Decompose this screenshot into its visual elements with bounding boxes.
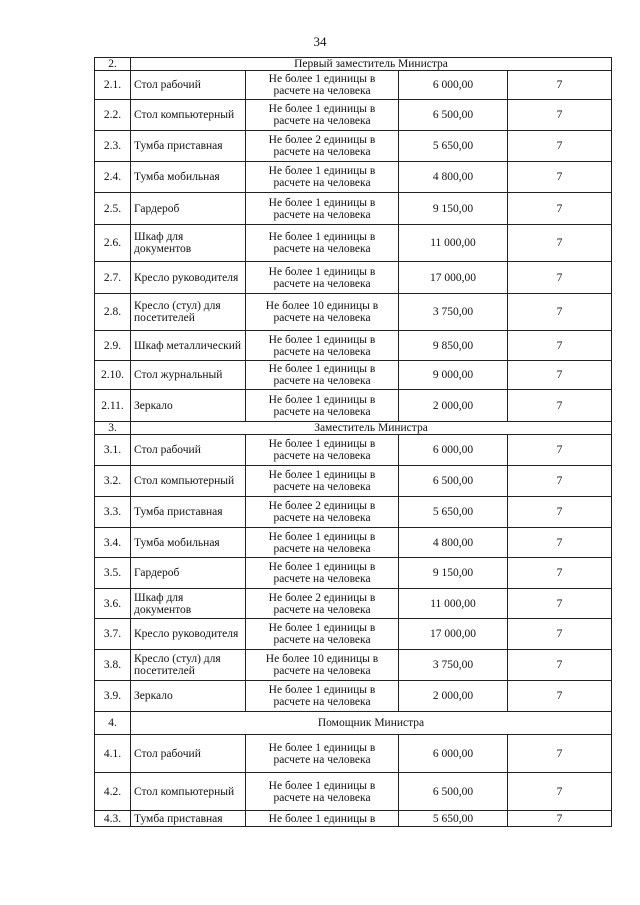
item-price: 2 000,00 [399,681,508,712]
item-number: 4.2. [95,773,131,811]
item-number: 2.5. [95,193,131,225]
section-row [95,712,612,735]
item-service-years: 7 [508,773,612,811]
item-number: 3.6. [95,589,131,619]
item-norm: Не более 1 единицы в расчете на человека [246,193,399,225]
item-norm: Не более 1 единицы в расчете на человека [246,735,399,773]
table-row [95,735,612,773]
item-price: 6 000,00 [399,435,508,466]
table-row [95,497,612,528]
item-name: Стол рабочий [131,735,246,773]
item-name: Стол компьютерный [131,100,246,131]
item-price: 9 850,00 [399,331,508,361]
table-row [95,262,612,294]
item-service-years: 7 [508,619,612,650]
item-norm: Не более 1 единицы в расчете на человека [246,71,399,100]
item-service-years: 7 [508,528,612,558]
item-number: 3.4. [95,528,131,558]
item-price: 3 750,00 [399,650,508,681]
item-name: Тумба приставная [131,131,246,162]
section-number: 4. [95,712,131,735]
item-name: Стол рабочий [131,71,246,100]
table-row [95,71,612,100]
item-price: 5 650,00 [399,497,508,528]
item-service-years: 7 [508,225,612,262]
item-norm: Не более 2 единицы в расчете на человека [246,497,399,528]
item-norm: Не более 2 единицы в расчете на человека [246,131,399,162]
item-service-years: 7 [508,558,612,589]
item-norm: Не более 1 единицы в расчете на человека [246,162,399,193]
item-name: Кресло (стул) для посетителей [131,650,246,681]
item-price: 5 650,00 [399,811,508,827]
item-price: 2 000,00 [399,390,508,422]
item-number: 2.3. [95,131,131,162]
table-row [95,435,612,466]
section-title: Заместитель Министра [131,422,612,435]
item-name: Стол компьютерный [131,466,246,497]
table-row [95,589,612,619]
item-service-years: 7 [508,735,612,773]
item-name: Тумба приставная [131,497,246,528]
table-row [95,619,612,650]
section-title: Первый заместитель Министра [131,58,612,71]
item-number: 2.9. [95,331,131,361]
page-number: 34 [313,34,327,49]
item-service-years: 7 [508,361,612,390]
item-service-years: 7 [508,435,612,466]
item-number: 2.7. [95,262,131,294]
table-row [95,162,612,193]
item-name: Зеркало [131,681,246,712]
item-name: Стол журнальный [131,361,246,390]
item-number: 4.1. [95,735,131,773]
item-norm: Не более 1 единицы в расчете на человека [246,773,399,811]
item-service-years: 7 [508,681,612,712]
item-number: 3.1. [95,435,131,466]
item-name: Кресло руководителя [131,619,246,650]
item-price: 6 500,00 [399,466,508,497]
item-price: 3 750,00 [399,294,508,331]
section-title: Помощник Министра [131,712,612,735]
item-number: 2.11. [95,390,131,422]
item-norm: Не более 1 единицы в расчете на человека [246,390,399,422]
item-service-years: 7 [508,100,612,131]
item-norm: Не более 1 единицы в расчете на человека [246,681,399,712]
section-number: 3. [95,422,131,435]
item-price: 9 150,00 [399,558,508,589]
item-price: 6 500,00 [399,773,508,811]
item-price: 17 000,00 [399,262,508,294]
item-service-years: 7 [508,497,612,528]
item-service-years: 7 [508,71,612,100]
item-price: 4 800,00 [399,162,508,193]
item-name: Стол компьютерный [131,773,246,811]
table-row [95,361,612,390]
item-name: Шкаф металлический [131,331,246,361]
item-number: 4.3. [95,811,131,827]
item-number: 2.10. [95,361,131,390]
item-price: 9 150,00 [399,193,508,225]
item-name: Кресло руководителя [131,262,246,294]
item-service-years: 7 [508,466,612,497]
item-price: 11 000,00 [399,225,508,262]
item-price: 5 650,00 [399,131,508,162]
item-norm: Не более 1 единицы в расчете на человека [246,466,399,497]
item-service-years: 7 [508,390,612,422]
item-norm: Не более 1 единицы в расчете на человека [246,361,399,390]
item-service-years: 7 [508,294,612,331]
item-number: 3.5. [95,558,131,589]
table-row [95,390,612,422]
item-norm: Не более 1 единицы в расчете на человека [246,558,399,589]
table-row [95,650,612,681]
item-price: 6 000,00 [399,71,508,100]
item-name: Стол рабочий [131,435,246,466]
section-row [95,422,612,435]
item-name: Кресло (стул) для посетителей [131,294,246,331]
item-norm: Не более 2 единицы в расчете на человека [246,589,399,619]
item-name: Тумба мобильная [131,528,246,558]
item-service-years: 7 [508,811,612,827]
table-row [95,528,612,558]
furniture-norms-table [94,57,612,827]
table-row [95,131,612,162]
item-name: Гардероб [131,193,246,225]
item-service-years: 7 [508,193,612,225]
item-service-years: 7 [508,162,612,193]
item-price: 17 000,00 [399,619,508,650]
item-norm: Не более 10 единицы в расчете на человека [246,294,399,331]
item-number: 3.2. [95,466,131,497]
table-row [95,811,612,827]
item-service-years: 7 [508,650,612,681]
item-norm: Не более 1 единицы в расчете на человека [246,528,399,558]
item-name: Шкаф для документов [131,225,246,262]
item-number: 2.8. [95,294,131,331]
item-service-years: 7 [508,589,612,619]
item-service-years: 7 [508,131,612,162]
item-norm: Не более 1 единицы в [246,811,399,827]
item-name: Шкаф для документов [131,589,246,619]
table-row [95,331,612,361]
item-price: 6 000,00 [399,735,508,773]
item-number: 2.6. [95,225,131,262]
item-name: Зеркало [131,390,246,422]
table-row [95,558,612,589]
table-row [95,466,612,497]
table-row [95,681,612,712]
item-norm: Не более 1 единицы в расчете на человека [246,100,399,131]
section-row [95,58,612,71]
item-name: Гардероб [131,558,246,589]
item-price: 6 500,00 [399,100,508,131]
item-number: 2.1. [95,71,131,100]
item-number: 3.7. [95,619,131,650]
item-norm: Не более 1 единицы в расчете на человека [246,435,399,466]
item-number: 3.8. [95,650,131,681]
item-number: 3.9. [95,681,131,712]
table-row [95,225,612,262]
section-number: 2. [95,58,131,71]
table-row [95,773,612,811]
table-row [95,193,612,225]
item-number: 2.4. [95,162,131,193]
item-name: Тумба приставная [131,811,246,827]
item-norm: Не более 1 единицы в расчете на человека [246,225,399,262]
table-row [95,100,612,131]
item-norm: Не более 1 единицы в расчете на человека [246,619,399,650]
item-name: Тумба мобильная [131,162,246,193]
table-row [95,294,612,331]
item-price: 9 000,00 [399,361,508,390]
item-service-years: 7 [508,262,612,294]
item-service-years: 7 [508,331,612,361]
item-number: 2.2. [95,100,131,131]
item-norm: Не более 1 единицы в расчете на человека [246,331,399,361]
item-number: 3.3. [95,497,131,528]
item-norm: Не более 1 единицы в расчете на человека [246,262,399,294]
item-norm: Не более 10 единицы в расчете на человека [246,650,399,681]
table-body [95,58,612,827]
item-price: 11 000,00 [399,589,508,619]
item-price: 4 800,00 [399,528,508,558]
